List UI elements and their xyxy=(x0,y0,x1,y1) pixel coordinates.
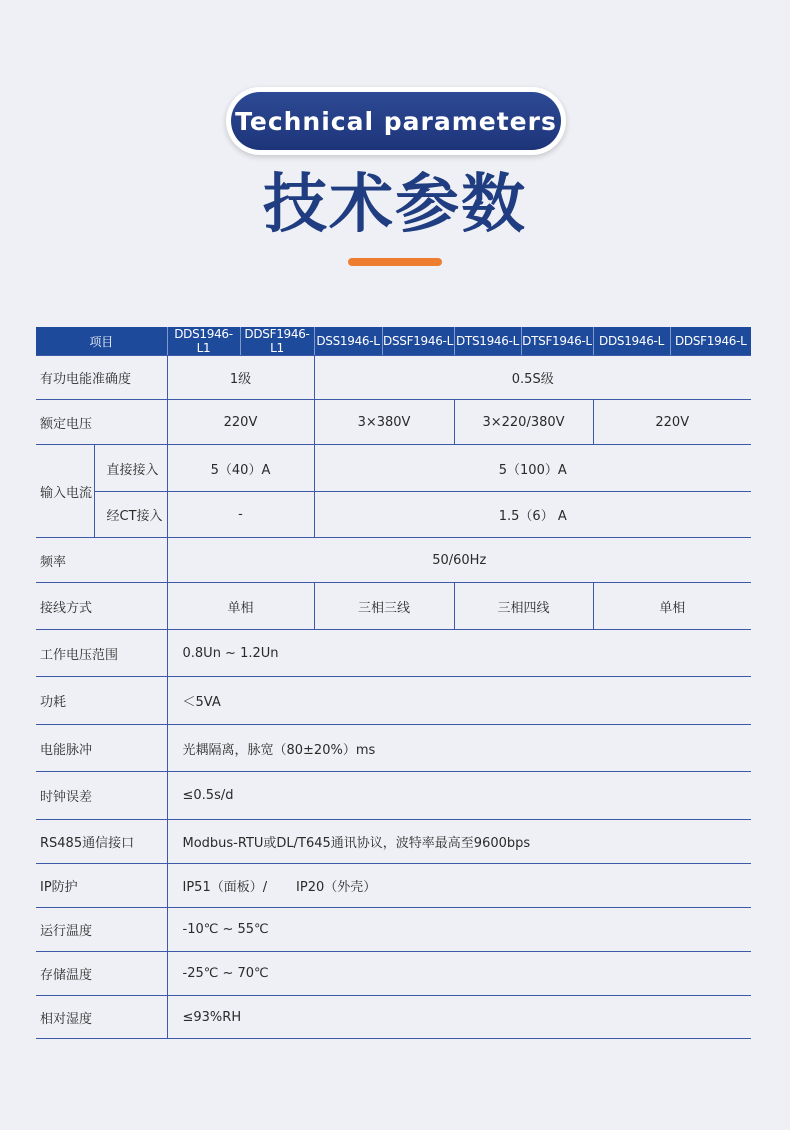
cell-value: -10℃ ~ 55℃ xyxy=(167,908,751,952)
table-row xyxy=(36,772,751,820)
cell-value: ＜5VA xyxy=(167,677,751,725)
header-model: DDS1946-L xyxy=(593,327,670,356)
title-badge xyxy=(226,87,566,155)
row-label: 相对湿度 xyxy=(36,996,167,1039)
cell-value: 1.5（6） A xyxy=(314,492,751,538)
spec-table xyxy=(36,327,751,1039)
cell-value: 0.8Un ~ 1.2Un xyxy=(167,630,751,677)
title-badge-text: Technical parameters xyxy=(231,92,561,150)
header-model: DDSF1946-L1 xyxy=(240,327,314,356)
cell-value: 三相三线 xyxy=(314,583,454,630)
cell-value: IP51（面板）/ IP20（外壳） xyxy=(167,864,751,908)
table-row xyxy=(36,725,751,772)
row-label: 额定电压 xyxy=(36,400,167,445)
table-row xyxy=(36,538,751,583)
row-label: 运行温度 xyxy=(36,908,167,952)
cell-value: Modbus-RTU或DL/T645通讯协议，波特率最高至9600bps xyxy=(167,820,751,864)
header-model: DTS1946-L xyxy=(454,327,521,356)
header-model: DSS1946-L xyxy=(314,327,382,356)
cell-value: 单相 xyxy=(167,583,314,630)
row-label: 有功电能准确度 xyxy=(36,356,167,400)
table-row xyxy=(36,630,751,677)
table-row xyxy=(36,583,751,630)
header-model: DTSF1946-L xyxy=(521,327,593,356)
row-label: 电能脉冲 xyxy=(36,725,167,772)
cell-value: 0.5S级 xyxy=(314,356,751,400)
cell-value: -25℃ ~ 70℃ xyxy=(167,952,751,996)
table-row xyxy=(36,445,751,492)
sub-row-label: 直接接入 xyxy=(94,445,167,492)
table-row xyxy=(36,356,751,400)
row-label: RS485通信接口 xyxy=(36,820,167,864)
table-row xyxy=(36,864,751,908)
sub-row-label: 经CT接入 xyxy=(94,492,167,538)
cell-value: 光耦隔离，脉宽（80±20%）ms xyxy=(167,725,751,772)
row-label: 存储温度 xyxy=(36,952,167,996)
table-row xyxy=(36,908,751,952)
header-model: DDS1946-L1 xyxy=(167,327,240,356)
header-model: DSSF1946-L xyxy=(382,327,454,356)
header-item: 项目 xyxy=(36,327,167,356)
title-underline xyxy=(348,258,442,266)
cell-value: ≤93%RH xyxy=(167,996,751,1039)
table-row xyxy=(36,952,751,996)
row-label: 功耗 xyxy=(36,677,167,725)
cell-value: 50/60Hz xyxy=(167,538,751,583)
row-label: 工作电压范围 xyxy=(36,630,167,677)
row-label: 输入电流 xyxy=(36,445,94,538)
cell-value: 1级 xyxy=(167,356,314,400)
table-row xyxy=(36,820,751,864)
page-title: 技术参数 xyxy=(263,168,527,242)
cell-value: 三相四线 xyxy=(454,583,593,630)
cell-value: ≤0.5s/d xyxy=(167,772,751,820)
table-row xyxy=(36,492,751,538)
table-row xyxy=(36,996,751,1039)
cell-value: 3×220/380V xyxy=(454,400,593,445)
table-header-row xyxy=(36,327,751,356)
cell-value: 单相 xyxy=(593,583,751,630)
cell-value: 3×380V xyxy=(314,400,454,445)
table-row xyxy=(36,677,751,725)
row-label: 接线方式 xyxy=(36,583,167,630)
table-row xyxy=(36,400,751,445)
header-model: DDSF1946-L xyxy=(670,327,751,356)
row-label: IP防护 xyxy=(36,864,167,908)
row-label: 频率 xyxy=(36,538,167,583)
cell-value: 220V xyxy=(167,400,314,445)
cell-value: 5（100）A xyxy=(314,445,751,492)
cell-value: 5（40）A xyxy=(167,445,314,492)
cell-value: 220V xyxy=(593,400,751,445)
row-label: 时钟误差 xyxy=(36,772,167,820)
cell-value: - xyxy=(167,492,314,538)
